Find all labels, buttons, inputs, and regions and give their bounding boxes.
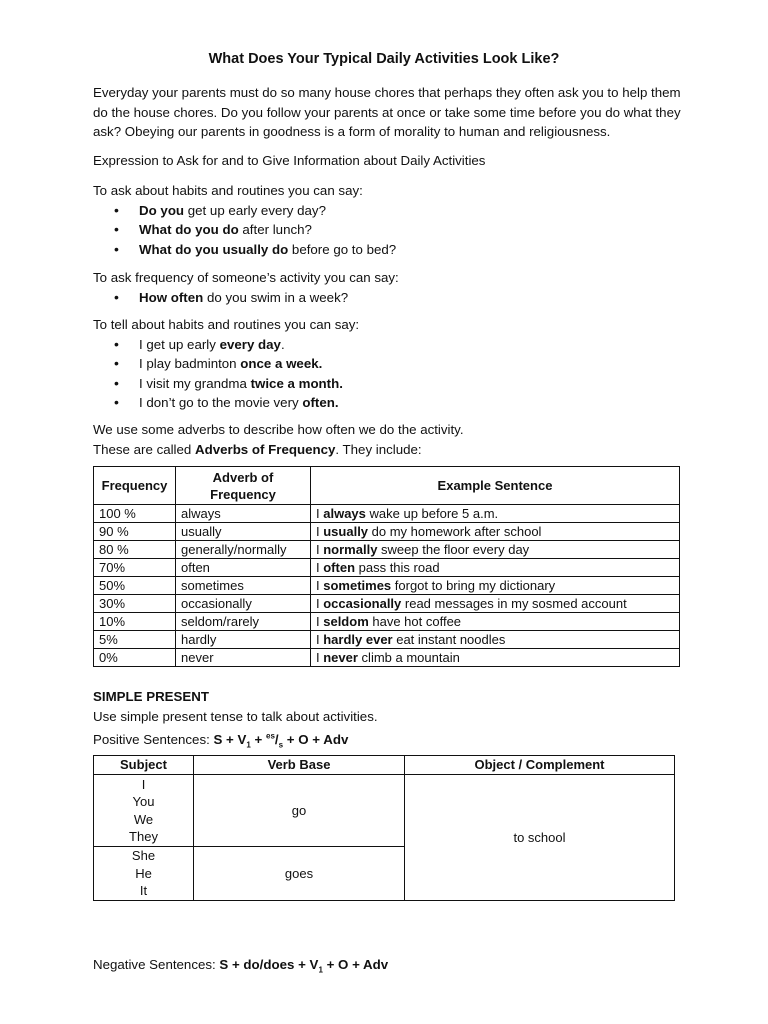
table-row (94, 559, 680, 577)
frequency-table (93, 466, 680, 667)
cell-adverb: often (176, 559, 311, 577)
negative-formula: Negative Sentences: S + do/does + $V_1 + O$ + Adv (93, 957, 389, 975)
cell-example: I usually do my homework after school (311, 523, 680, 541)
header-subject: Subject (94, 756, 194, 775)
intro-paragraph: Everyday your parents must do so many house chores that perhaps they often ask you to help them do the house chores. Do you follow your parents at once or take some time before you do what they ask? Obeying our parents in goodness is a form of morality to human and religiousness. (93, 85, 681, 139)
frequency-table-body (94, 505, 680, 667)
cell-example: I always wake up before 5 a.m. (311, 505, 680, 523)
cell-adverb: usually (176, 523, 311, 541)
table-row (94, 631, 680, 649)
page-title: What Does Your Typical Daily Activities Look Like? (208, 51, 560, 67)
verb-go: go (194, 775, 405, 847)
subject-group-1: I You We They (94, 775, 194, 847)
simple-present-heading: SIMPLE PRESENT (93, 689, 209, 704)
cell-frequency: 30% (94, 595, 176, 613)
cell-adverb: always (176, 505, 311, 523)
ask-frequency-section (93, 268, 698, 307)
cell-frequency: 90 % (94, 523, 176, 541)
table-row (94, 595, 680, 613)
table-row (94, 505, 680, 523)
tell-habits-list (93, 335, 698, 413)
cell-adverb: hardly (176, 631, 311, 649)
table-row (94, 577, 680, 595)
list-item: • What do you do after lunch? (139, 220, 698, 240)
cell-frequency: 0% (94, 649, 176, 667)
simple-present-line: Use simple present tense to talk about activities. (93, 708, 378, 724)
cell-frequency: 50% (94, 577, 176, 595)
ask-habits-list (93, 201, 698, 260)
table-row (94, 541, 680, 559)
cell-adverb: occasionally (176, 595, 311, 613)
cell-example: I never climb a mountain (311, 649, 680, 667)
expression-heading: Expression to Ask for and to Give Information about Daily Activities (93, 153, 486, 168)
table-row (94, 523, 680, 541)
cell-adverb: seldom/rarely (176, 613, 311, 631)
header-verb-base: Verb Base (194, 756, 405, 775)
cell-example: I often pass this road (311, 559, 680, 577)
header-frequency: Frequency (94, 467, 176, 505)
table-row (94, 649, 680, 667)
subject-group-2: She He It (94, 847, 194, 901)
object-cell: to school (405, 775, 675, 901)
header-example: Example Sentence (311, 467, 680, 505)
cell-example: I seldom have hot coffee (311, 613, 680, 631)
cell-adverb: generally/normally (176, 541, 311, 559)
cell-frequency: 5% (94, 631, 176, 649)
list-item: • What do you usually do before go to bed? (139, 240, 698, 260)
list-item: • I visit my grandma twice a month. (139, 374, 698, 394)
cell-adverb: never (176, 649, 311, 667)
cell-example: I sometimes forgot to bring my dictionary (311, 577, 680, 595)
cell-example: I occasionally read messages in my sosmed account (311, 595, 680, 613)
simple-present-section (93, 687, 698, 726)
tell-habits-section (93, 315, 698, 413)
cell-adverb: sometimes (176, 577, 311, 595)
list-item: • I play badminton once a week. (139, 354, 698, 374)
table-row (94, 613, 680, 631)
cell-frequency: 100 % (94, 505, 176, 523)
list-item: • Do you get up early every day? (139, 201, 698, 221)
list-item: • I get up early every day. (139, 335, 698, 355)
cell-example: I normally sweep the floor every day (311, 541, 680, 559)
list-item: • How often do you swim in a week? (139, 288, 698, 308)
ask-habits-lead: To ask about habits and routines you can say: (93, 183, 363, 198)
simple-present-table (93, 755, 675, 901)
cell-frequency: 80 % (94, 541, 176, 559)
header-object: Object / Complement (405, 756, 675, 775)
header-adverb: Adverb of Frequency (176, 467, 311, 505)
verb-goes: goes (194, 847, 405, 901)
cell-example: I hardly ever eat instant noodles (311, 631, 680, 649)
cell-frequency: 10% (94, 613, 176, 631)
list-item: • I don’t go to the movie very often. (139, 393, 698, 413)
cell-frequency: 70% (94, 559, 176, 577)
positive-formula: Positive Sentences: $S + V_1 + ^{es}/_s + O$ + Adv (93, 731, 349, 750)
ask-habits-section (93, 181, 698, 259)
adverbs-intro: We use some adverbs to describe how often we do the activity. These are called Adverbs of Frequency. They include: (93, 422, 464, 457)
tell-habits-lead: To tell about habits and routines you can say: (93, 317, 360, 332)
ask-frequency-lead: To ask frequency of someone’s activity you can say: (93, 270, 399, 285)
ask-frequency-list (93, 288, 698, 308)
